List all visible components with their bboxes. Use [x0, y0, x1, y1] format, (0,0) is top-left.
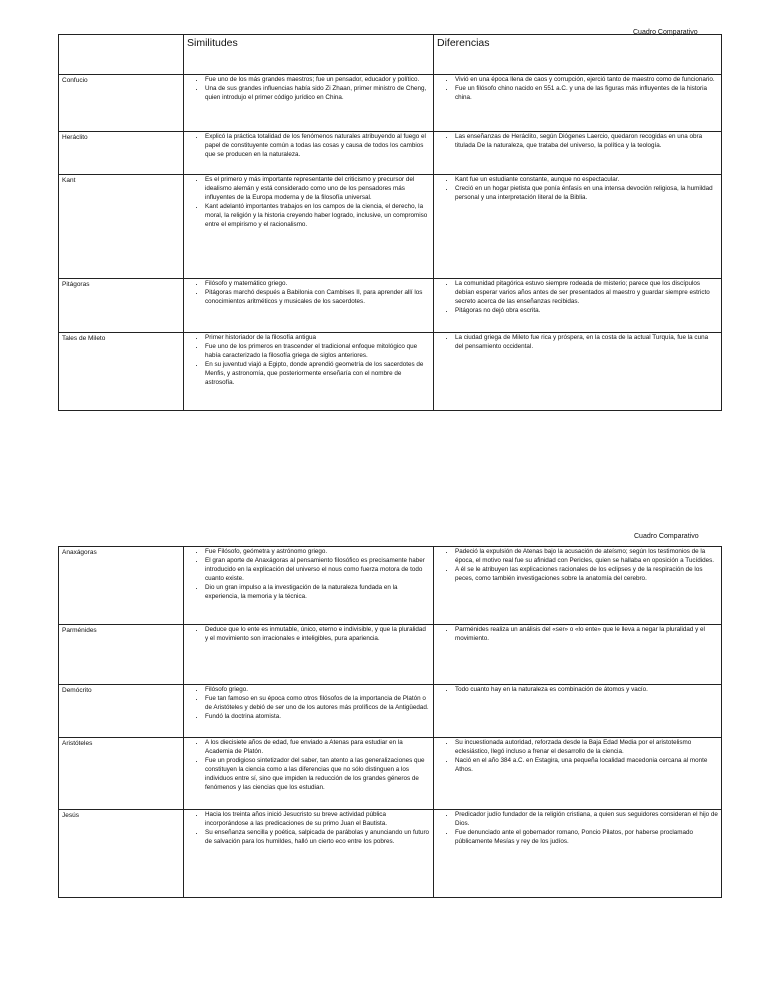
- differences-cell: [434, 279, 722, 333]
- differences-list: [437, 133, 718, 151]
- list-item: • Nació en el año 384 a.C. en Estagira, una pequeña localidad macedonia cercana al monte Athos.: [455, 757, 718, 775]
- row-name: Heráclito: [59, 132, 184, 175]
- list-item: • Pitágoras marchó después a Babilonia con Cambises II, para aprender allí los conocimientos aritméticos y musicales de los sacerdotes.: [205, 289, 430, 307]
- list-item: • Parménides realiza un análisis del «ser» o «lo ente» que le lleva a negar la pluralidad y el movimiento.: [455, 626, 718, 644]
- header-similitudes: Similitudes: [184, 35, 434, 75]
- list-item: • Fue un filósofo chino nacido en 551 a.C. y una de las figuras más influyentes de la historia china.: [455, 85, 718, 103]
- similarities-list: [187, 686, 430, 722]
- row-name: Aristóteles: [59, 738, 184, 810]
- similarities-list: [187, 739, 430, 793]
- table-row: [59, 547, 722, 625]
- row-name: Parménides: [59, 625, 184, 685]
- table-row: [59, 810, 722, 898]
- list-item: • Creció en un hogar pietista que ponía énfasis en una intensa devoción religiosa, la humildad personal y una interpretación literal de la Biblia.: [455, 185, 718, 203]
- differences-cell: [434, 685, 722, 738]
- list-item: • Deduce que lo ente es inmutable, único, eterno e indivisible, y que la pluralidad y el movimiento son irracionales e inteligibles, pura apariencia.: [205, 626, 430, 644]
- differences-cell: [434, 132, 722, 175]
- list-item: • Todo cuanto hay en la naturaleza es combinación de átomos y vacío.: [455, 686, 718, 695]
- list-item: • A él se le atribuyen las explicaciones racionales de los eclipses y de la respiración de los peces, como también investigaciones sobre la anatomía del cerebro.: [455, 566, 718, 584]
- list-item: • Su enseñanza sencilla y poética, salpicada de parábolas y anunciando un futuro de salvación para los humildes, halló un cierto eco entre los pobres.: [205, 829, 430, 847]
- table-row: [59, 333, 722, 411]
- similarities-list: [187, 133, 430, 160]
- similarities-list: [187, 280, 430, 307]
- differences-list: [437, 739, 718, 775]
- differences-list: [437, 686, 718, 695]
- list-item: • Filósofo griego.: [205, 686, 430, 695]
- similarities-cell: [184, 132, 434, 175]
- list-item: • En su juventud viajó a Egipto, donde aprendió geometría de los sacerdotes de Menfis, y astronomía, que posteriormente enseñaría con el nombre de astrosofía.: [205, 361, 430, 388]
- similarities-cell: [184, 685, 434, 738]
- list-item: • Explicó la práctica totalidad de los fenómenos naturales atribuyendo al fuego el papel de constituyente común a todas las cosas y causa de todos los cambios que se producen en la naturaleza.: [205, 133, 430, 160]
- table-body-page1: [59, 75, 722, 411]
- row-name: Tales de Mileto: [59, 333, 184, 411]
- differences-cell: [434, 738, 722, 810]
- similarities-cell: [184, 625, 434, 685]
- table-row: [59, 685, 722, 738]
- similarities-list: [187, 548, 430, 602]
- list-item: • Fue un prodigioso sintetizador del saber, tan atento a las generalizaciones que constituyen la ciencia como a las diferencias que no sólo distinguen a los individuos entre sí, sino que impiden la reducción de los grandes géneros de fenómenos y las ciencias que los estudian.: [205, 757, 430, 793]
- similarities-cell: [184, 738, 434, 810]
- table-row: [59, 738, 722, 810]
- list-item: • Primer historiador de la filosofía antigua: [205, 334, 430, 343]
- comparison-table-page2: [58, 546, 722, 898]
- header-diferencias: Diferencias: [434, 35, 722, 75]
- differences-list: [437, 626, 718, 644]
- list-item: • La comunidad pitagórica estuvo siempre rodeada de misterio; parece que los discípulos debían esperar varios años antes de ser presentados al maestro y guardar siempre estricto secreto acerca de las enseñanzas recibidas.: [455, 280, 718, 307]
- row-name: Jesús: [59, 810, 184, 898]
- list-item: • Filósofo y matemático griego.: [205, 280, 430, 289]
- differences-list: [437, 548, 718, 584]
- list-item: • Fue Filósofo, geómetra y astrónomo griego.: [205, 548, 430, 557]
- similarities-cell: [184, 279, 434, 333]
- differences-cell: [434, 810, 722, 898]
- list-item: • Las enseñanzas de Heráclito, según Diógenes Laercio, quedaron recogidas en una obra titulada De la naturaleza, que trataba del universo, la política y la teología.: [455, 133, 718, 151]
- table-row: [59, 132, 722, 175]
- row-name: Confucio: [59, 75, 184, 132]
- table-body-page2: [59, 547, 722, 898]
- differences-cell: [434, 547, 722, 625]
- differences-list: [437, 176, 718, 203]
- differences-list: [437, 334, 718, 352]
- similarities-list: [187, 811, 430, 847]
- list-item: • El gran aporte de Anaxágoras al pensamiento filosófico es precisamente haber introducido en la explicación del universo el nous como fuerza motora de todo cuanto existe.: [205, 557, 430, 584]
- list-item: • Dio un gran impulso a la investigación de la naturaleza fundada en la experiencia, la memoria y la técnica.: [205, 584, 430, 602]
- list-item: • Fue uno de los más grandes maestros; fue un pensador, educador y político.: [205, 76, 430, 85]
- differences-cell: [434, 75, 722, 132]
- list-item: • Padeció la expulsión de Atenas bajo la acusación de ateísmo; según los testimonios de la época, el motivo real fue su afinidad con Pericles, quien se hallaba en oposición a Tucídides.: [455, 548, 718, 566]
- list-item: • Una de sus grandes influencias había sido Zi Zhaan, primer ministro de Cheng, quien introdujo el primer código jurídico en China.: [205, 85, 430, 103]
- similarities-cell: [184, 810, 434, 898]
- similarities-cell: [184, 75, 434, 132]
- list-item: • Predicador judío fundador de la religión cristiana, a quien sus seguidores consideran el hijo de Dios.: [455, 811, 718, 829]
- row-name: Anaxágoras: [59, 547, 184, 625]
- differences-cell: [434, 333, 722, 411]
- row-name: Kant: [59, 175, 184, 279]
- list-item: • Es el primero y más importante representante del criticismo y precursor del idealismo alemán y está considerado como uno de los pensadores más influyentes de la Europa moderna y de la filosofía universal.: [205, 176, 430, 203]
- list-item: • Hacia los treinta años inició Jesucristo su breve actividad pública incorporándose a las predicaciones de su primo Juan el Bautista.: [205, 811, 430, 829]
- list-item: • Su incuestionada autoridad, reforzada desde la Baja Edad Media por el aristotelismo eclesiástico, llegó incluso a frenar el desarrollo de la ciencia.: [455, 739, 718, 757]
- similarities-cell: [184, 333, 434, 411]
- table-row: [59, 75, 722, 132]
- differences-list: [437, 76, 718, 103]
- header-row: [59, 35, 722, 75]
- similarities-list: [187, 176, 430, 230]
- list-item: • Pitágoras no dejó obra escrita.: [455, 307, 718, 316]
- table-row: [59, 279, 722, 333]
- list-item: • La ciudad griega de Mileto fue rica y próspera, en la costa de la actual Turquía, fue la cuna del pensamiento occidental.: [455, 334, 718, 352]
- differences-list: [437, 280, 718, 316]
- differences-list: [437, 811, 718, 847]
- similarities-list: [187, 76, 430, 103]
- row-name: Pitágoras: [59, 279, 184, 333]
- list-item: • Fue tan famoso en su época como otros filósofos de la importancia de Platón o de Aristóteles y debió de ser uno de los autores más prolíficos de la Antigüedad.: [205, 695, 430, 713]
- list-item: • A los diecisiete años de edad, fue enviado a Atenas para estudiar en la Academia de Platón.: [205, 739, 430, 757]
- list-item: • Fue uno de los primeros en trascender el tradicional enfoque mitológico que había caracterizado la filosofía griega de siglos anteriores.: [205, 343, 430, 361]
- list-item: • Fundó la doctrina atomista.: [205, 713, 430, 722]
- page1-caption: Cuadro Comparativo: [633, 29, 698, 36]
- page2-caption: Cuadro Comparativo: [634, 533, 699, 540]
- table-row: [59, 625, 722, 685]
- differences-cell: [434, 175, 722, 279]
- list-item: • Kant fue un estudiante constante, aunque no espectacular.: [455, 176, 718, 185]
- similarities-list: [187, 334, 430, 388]
- row-name: Demócrito: [59, 685, 184, 738]
- differences-cell: [434, 625, 722, 685]
- similarities-cell: [184, 547, 434, 625]
- similarities-cell: [184, 175, 434, 279]
- list-item: • Fue denunciado ante el gobernador romano, Poncio Pilatos, por haberse proclamado públicamente Mesías y rey de los judíos.: [455, 829, 718, 847]
- header-blank: [59, 35, 184, 75]
- list-item: • Vivió en una época llena de caos y corrupción, ejerció tanto de maestro como de funcionario.: [455, 76, 718, 85]
- list-item: • Kant adelantó importantes trabajos en los campos de la ciencia, el derecho, la moral, la religión y la historia creyendo haber logrado, inclusive, un compromiso entre el empirismo y el racionalismo.: [205, 203, 430, 230]
- comparison-table-page1: [58, 34, 722, 411]
- table-row: [59, 175, 722, 279]
- similarities-list: [187, 626, 430, 644]
